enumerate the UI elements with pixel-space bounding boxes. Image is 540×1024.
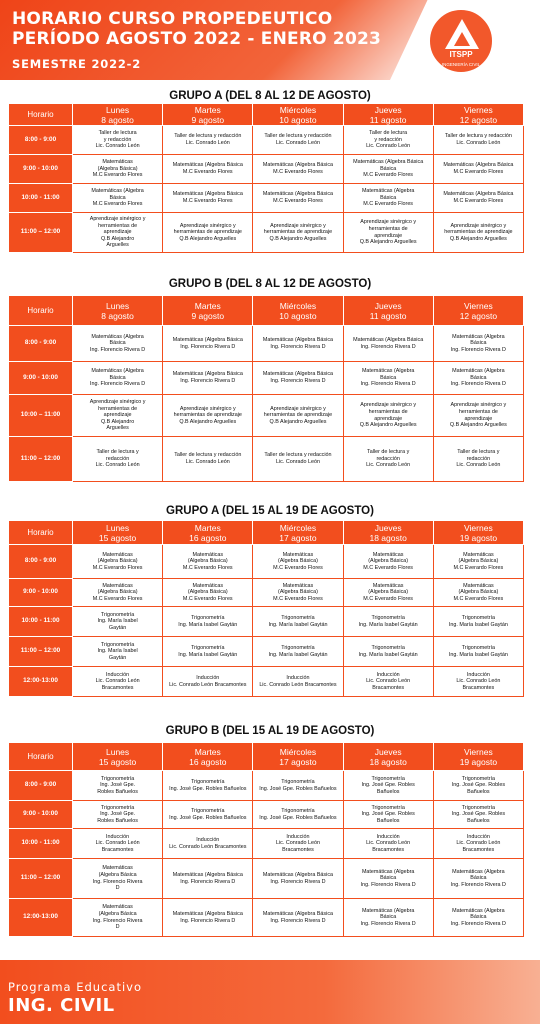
class-cell-text: Matemáticas (Algebra Básica Ing. Florencio Rivera D xyxy=(262,371,334,384)
class-cell-text: Trigonometría Ing. José Gpe. Robles Bañuelos xyxy=(97,775,138,795)
class-cell xyxy=(343,859,433,899)
class-cell xyxy=(253,126,343,155)
class-cell xyxy=(253,859,343,899)
class-cell-text: Matemáticas (Algebra Básica Ing. Florencio Rivera D xyxy=(172,336,243,350)
table-row xyxy=(9,899,524,937)
class-cell xyxy=(73,829,163,859)
class-cell xyxy=(163,437,253,482)
class-cell xyxy=(343,579,433,607)
class-cell xyxy=(253,362,343,395)
class-cell xyxy=(73,437,163,482)
time-slot-label: 9:00 - 10:00 xyxy=(9,362,73,395)
day-header: Lunes 8 agosto xyxy=(73,104,163,126)
class-cell xyxy=(343,637,433,667)
day-header: Jueves 18 agosto xyxy=(343,743,433,771)
class-cell-text: Trigonometría Ing. José Gpe. Robles Bañuelos xyxy=(97,804,138,824)
schedule-table xyxy=(8,742,524,937)
class-cell-text: Matemáticas (Algebra Básica Ing. Florencio Rivera D xyxy=(360,868,416,888)
class-cell xyxy=(343,771,433,801)
class-cell xyxy=(253,607,343,637)
schedule-table xyxy=(8,103,524,253)
schedule-table xyxy=(8,295,524,482)
class-cell-text: Matemáticas (Algebra Básica Ing. Florencio Rivera D xyxy=(92,904,143,931)
class-cell-text: Taller de lectura y redacción Lic. Conrado León xyxy=(95,130,140,150)
class-cell-text: Matemáticas (Algebra Básica Ing. Florencio Rivera D xyxy=(360,368,416,388)
class-cell xyxy=(73,213,163,253)
day-header: Miércoles 10 agosto xyxy=(253,296,343,326)
day-header: Miércoles 10 agosto xyxy=(253,104,343,126)
day-header: Miércoles 17 agosto xyxy=(253,743,343,771)
class-cell xyxy=(163,184,253,213)
class-cell-text: Matemáticas (Algebra Básica) M.C Everardo Flores xyxy=(92,551,143,571)
time-slot-label: 10:00 - 11:00 xyxy=(9,184,73,213)
table-row xyxy=(9,155,524,184)
class-cell-text: Matemáticas (Algebra Básica M.C Everardo Flores xyxy=(262,191,334,204)
header-corner-label: Horario xyxy=(9,743,73,771)
class-cell xyxy=(253,326,343,362)
class-cell xyxy=(163,637,253,667)
table-row xyxy=(9,395,524,437)
class-cell xyxy=(433,126,523,155)
class-cell-text: Matemáticas (Algebra Básica Ing. Florencio Rivera D xyxy=(353,336,424,350)
class-cell-text: Matemáticas (Algebra Básica) M.C Everardo Flores xyxy=(92,159,143,179)
class-cell-text: Matemáticas (Algebra Básica M.C Everardo Flores xyxy=(172,191,243,204)
class-cell-text: Taller de lectura y redacción Lic. Conrado León xyxy=(95,449,140,469)
footer-banner xyxy=(0,960,540,1024)
class-cell xyxy=(343,829,433,859)
class-cell xyxy=(253,155,343,184)
header-banner xyxy=(0,0,540,80)
class-cell-text: Matemáticas (Algebra Básica) M.C Everardo Flores xyxy=(273,582,323,602)
time-slot-label: 11:00 – 12:00 xyxy=(9,859,73,899)
day-header: Jueves 18 agosto xyxy=(343,521,433,545)
class-cell xyxy=(163,395,253,437)
class-cell-text: Trigonometría Ing. José Gpe. Robles Bañuelos xyxy=(169,778,247,792)
class-cell-text: Taller de lectura y redacción Lic. Conrado León xyxy=(264,133,332,146)
class-cell-text: Matemáticas (Algebra Básica Ing. Florencio Rivera D xyxy=(172,910,243,924)
class-cell-text: Matemáticas (Algebra Básica) M.C Everardo Flores xyxy=(182,582,233,602)
day-header: Martes 9 agosto xyxy=(163,104,253,126)
class-cell-text: Matemáticas (Algebra Básica) M.C Everardo Flores xyxy=(453,551,504,571)
class-cell xyxy=(343,326,433,362)
class-cell-text: Matemáticas (Algebra Básica M.C Everardo Flores xyxy=(172,162,243,175)
class-cell xyxy=(163,829,253,859)
class-cell xyxy=(343,362,433,395)
class-cell-text: Trigonometría Ing. María Isabel Gaytán xyxy=(178,644,238,658)
class-cell xyxy=(343,395,433,437)
schedule-table xyxy=(8,520,524,697)
class-cell xyxy=(73,667,163,697)
class-cell-text: Matemáticas (Algebra Básica Ing. Florencio Rivera D xyxy=(262,871,334,885)
class-cell xyxy=(433,771,523,801)
class-cell-text: Taller de lectura y redacción Lic. Conrado León xyxy=(174,452,242,465)
class-cell-text: Matemáticas (Algebra Básica M.C Everardo Flores xyxy=(443,191,514,204)
class-cell xyxy=(253,667,343,697)
class-cell xyxy=(73,362,163,395)
schedule-header-row xyxy=(9,743,524,771)
class-cell xyxy=(433,899,523,937)
class-cell-text: Trigonometría Ing. José Gpe. Robles Bañuelos xyxy=(451,775,506,795)
class-cell-text: Taller de lectura y redacción Lic. Conrado León xyxy=(366,130,411,150)
class-cell xyxy=(343,607,433,637)
class-cell xyxy=(163,579,253,607)
class-cell xyxy=(253,437,343,482)
class-cell xyxy=(253,899,343,937)
time-slot-label: 10:00 - 11:00 xyxy=(9,829,73,859)
class-cell xyxy=(253,545,343,579)
time-slot-label: 9:00 - 10:00 xyxy=(9,579,73,607)
time-slot-label: 12:00-13:00 xyxy=(9,667,73,697)
class-cell-text: Matemáticas (Algebra Básica Ing. Florencio Rivera D xyxy=(92,865,143,892)
class-cell-text: Aprendizaje sinérgico y herramientas de aprendizaje Q.B Alejandro Arguelles xyxy=(89,399,146,432)
class-cell xyxy=(73,126,163,155)
table-row xyxy=(9,437,524,482)
class-cell xyxy=(73,899,163,937)
class-cell-text: Matemáticas (Algebra Básica Ing. Florencio Rivera D xyxy=(450,368,506,388)
class-cell xyxy=(163,362,253,395)
class-cell xyxy=(73,395,163,437)
group-title: GRUPO B (DEL 15 AL 19 DE AGOSTO) xyxy=(165,725,375,737)
table-row xyxy=(9,213,524,253)
class-cell xyxy=(343,437,433,482)
class-cell xyxy=(343,184,433,213)
time-slot-label: 9:00 - 10:00 xyxy=(9,155,73,184)
time-slot-label: 11:00 – 12:00 xyxy=(9,637,73,667)
class-cell-text: Matemáticas (Algebra Básica Ing. Florencio Rivera D xyxy=(450,333,506,353)
page-title: HORARIO CURSO PROPEDEUTICO xyxy=(12,9,333,29)
class-cell-text: Trigonometría Ing. José Gpe. Robles Bañuelos xyxy=(259,778,337,792)
class-cell-text: Matemáticas (Algebra Básica M.C Everardo Flores xyxy=(443,162,514,175)
header-corner-label: Horario xyxy=(9,296,73,326)
class-cell-text: Matemáticas (Algebra Básica) M.C Everardo Flores xyxy=(182,551,233,571)
time-slot-label: 10:00 - 11:00 xyxy=(9,607,73,637)
time-slot-label: 11:00 – 12:00 xyxy=(9,213,73,253)
time-slot-label: 8:00 - 9:00 xyxy=(9,771,73,801)
class-cell-text: Trigonometría Ing. José Gpe. Robles Bañuelos xyxy=(361,804,415,824)
class-cell-text: Taller de lectura y redacción Lic. Conrado León xyxy=(264,452,332,465)
logo-caption: INGENIERÍA CIVIL xyxy=(441,62,481,67)
class-cell-text: Aprendizaje sinérgico y herramientas de aprendizaje Q.B Alejandro Arguelles xyxy=(263,222,333,242)
class-cell-text: Trigonometría Ing. José Gpe. Robles Bañuelos xyxy=(259,807,337,821)
class-cell xyxy=(73,579,163,607)
class-cell xyxy=(433,801,523,829)
class-cell-text: Matemáticas (Algebra Básica) M.C Everardo Flores xyxy=(273,551,323,571)
footer-program-name: ING. CIVIL xyxy=(8,995,115,1016)
class-cell xyxy=(343,667,433,697)
footer-program-label: Programa Educativo xyxy=(8,980,142,994)
class-cell xyxy=(343,545,433,579)
day-header: Martes 9 agosto xyxy=(163,296,253,326)
class-cell xyxy=(433,362,523,395)
group-title: GRUPO A (DEL 8 AL 12 DE AGOSTO) xyxy=(169,90,371,102)
time-slot-label: 11:00 – 12:00 xyxy=(9,437,73,482)
class-cell xyxy=(343,155,433,184)
class-cell-text: Matemáticas (Algebra Básica) M.C Everardo Flores xyxy=(363,582,414,602)
day-header: Jueves 11 agosto xyxy=(343,104,433,126)
class-cell xyxy=(163,155,253,184)
day-header: Martes 16 agosto xyxy=(163,743,253,771)
class-cell xyxy=(433,545,523,579)
class-cell-text: Matemáticas (Algebra Básica Ing. Florencio Rivera D xyxy=(172,871,243,885)
class-cell-text: Matemáticas (Algebra Básica Ing. Florencio Rivera D xyxy=(90,333,146,353)
class-cell-text: Aprendizaje sinérgico y herramientas de aprendizaje Q.B Alejandro Arguelles xyxy=(263,405,333,425)
class-cell-text: Trigonometría Ing. María Isabel Gaytán xyxy=(178,614,238,628)
class-cell-text: Aprendizaje sinérgico y herramientas de aprendizaje Q.B Alejandro Arguelles xyxy=(89,216,146,249)
time-slot-label: 9:00 - 10:00 xyxy=(9,801,73,829)
time-slot-label: 12:00-13:00 xyxy=(9,899,73,937)
day-header: Lunes 15 agosto xyxy=(73,521,163,545)
class-cell xyxy=(253,213,343,253)
group-title: GRUPO A (DEL 15 AL 19 DE AGOSTO) xyxy=(166,505,374,517)
class-cell xyxy=(433,859,523,899)
class-cell-text: Trigonometría Ing. José Gpe. Robles Bañuelos xyxy=(169,807,247,821)
day-header: Lunes 15 agosto xyxy=(73,743,163,771)
class-cell xyxy=(433,395,523,437)
day-header: Viernes 19 agosto xyxy=(433,521,523,545)
class-cell xyxy=(73,155,163,184)
class-cell xyxy=(73,801,163,829)
class-cell-text: Trigonometría Ing. María Isabel Gaytán xyxy=(448,644,508,658)
class-cell-text: Inducción Lic. Conrado León Bracamontes xyxy=(456,833,501,853)
class-cell xyxy=(73,771,163,801)
table-row xyxy=(9,801,524,829)
class-cell-text: Matemáticas (Algebra Básica Ing. Florencio Rivera D xyxy=(262,336,334,350)
class-cell xyxy=(253,184,343,213)
day-header: Jueves 11 agosto xyxy=(343,296,433,326)
semester-label: SEMESTRE 2022-2 xyxy=(12,57,142,71)
class-cell-text: Trigonometría Ing. María Isabel Gaytán xyxy=(448,614,508,628)
table-row xyxy=(9,667,524,697)
table-row xyxy=(9,579,524,607)
class-cell xyxy=(433,667,523,697)
class-cell xyxy=(253,829,343,859)
class-cell-text: Trigonometría Ing. María Isabel Gaytán xyxy=(358,614,418,628)
class-cell-text: Matemáticas (Algebra Básica M.C Everardo Flores xyxy=(361,188,415,208)
table-row xyxy=(9,829,524,859)
day-header: Lunes 8 agosto xyxy=(73,296,163,326)
class-cell-text: Matemáticas (Algebra Básica Básica M.C Everardo Flores xyxy=(353,159,424,179)
class-cell xyxy=(433,579,523,607)
class-cell xyxy=(253,801,343,829)
class-cell-text: Aprendizaje sinérgico y herramientas de aprendizaje Q.B Alejandro Arguelles xyxy=(173,405,242,425)
class-cell xyxy=(433,184,523,213)
class-cell xyxy=(343,801,433,829)
class-cell-text: Taller de lectura y redacción Lic. Conrado León xyxy=(174,133,242,146)
class-cell-text: Taller de lectura y redacción Lic. Conrado León xyxy=(456,449,501,469)
class-cell-text: Matemáticas (Algebra Básica) M.C Everardo Flores xyxy=(363,551,414,571)
class-cell-text: Matemáticas (Algebra Básica Ing. Florencio Rivera D xyxy=(450,907,506,927)
class-cell-text: Aprendizaje sinérgico y herramientas de aprendizaje Q.B Alejandro Arguelles xyxy=(359,219,417,246)
class-cell xyxy=(163,859,253,899)
class-cell-text: Matemáticas (Algebra Básica Ing. Florencio Rivera D xyxy=(360,907,416,927)
class-cell-text: Trigonometría Ing. José Gpe. Robles Bañuelos xyxy=(451,804,506,824)
time-slot-label: 8:00 - 9:00 xyxy=(9,545,73,579)
logo-inner-triangle-icon xyxy=(454,32,470,46)
class-cell-text: Aprendizaje sinérgico y herramientas de aprendizaje Q.B Alejandro Arguelles xyxy=(449,402,507,429)
class-cell-text: Matemáticas (Algebra Básica) M.C Everardo Flores xyxy=(92,582,143,602)
table-row xyxy=(9,545,524,579)
class-cell xyxy=(73,637,163,667)
class-cell xyxy=(433,213,523,253)
class-cell xyxy=(163,801,253,829)
class-cell-text: Matemáticas (Algebra Básica Ing. Florencio Rivera D xyxy=(450,868,506,888)
day-header: Miércoles 17 agosto xyxy=(253,521,343,545)
class-cell-text: Matemáticas (Algebra Básica M.C Everardo Flores xyxy=(91,188,144,208)
table-row xyxy=(9,859,524,899)
class-cell xyxy=(433,437,523,482)
class-cell xyxy=(163,667,253,697)
header-corner-label: Horario xyxy=(9,521,73,545)
group-title: GRUPO B (DEL 8 AL 12 DE AGOSTO) xyxy=(168,278,372,290)
class-cell-text: Trigonometría Ing. María Isabel Gaytán xyxy=(268,644,328,658)
class-cell-text: Trigonometría Ing. María Isabel Gaytán xyxy=(97,611,138,631)
class-cell-text: Trigonometría Ing. María Isabel Gaytán xyxy=(97,641,138,661)
class-cell-text: Aprendizaje sinérgico y herramientas de aprendizaje Q.B Alejandro Arguelles xyxy=(173,222,242,242)
class-cell xyxy=(163,545,253,579)
class-cell-text: Taller de lectura y redacción Lic. Conrado León xyxy=(444,133,512,146)
class-cell-text: Matemáticas (Algebra Básica Ing. Florencio Rivera D xyxy=(262,910,334,924)
class-cell xyxy=(433,155,523,184)
class-cell xyxy=(73,184,163,213)
time-slot-label: 8:00 - 9:00 xyxy=(9,326,73,362)
class-cell-text: Inducción Lic. Conrado León Bracamontes xyxy=(95,833,140,853)
table-row xyxy=(9,607,524,637)
class-cell xyxy=(73,545,163,579)
table-row xyxy=(9,362,524,395)
class-cell-text: Matemáticas (Algebra Básica M.C Everardo Flores xyxy=(262,162,334,175)
class-cell xyxy=(163,771,253,801)
class-cell xyxy=(433,637,523,667)
class-cell-text: Taller de lectura y redacción Lic. Conrado León xyxy=(366,449,411,469)
class-cell xyxy=(343,126,433,155)
class-cell xyxy=(73,859,163,899)
schedule-header-row xyxy=(9,521,524,545)
header-corner-label: Horario xyxy=(9,104,73,126)
class-cell-text: Inducción Lic. Conrado León Bracamontes xyxy=(456,671,501,691)
class-cell-text: Inducción Lic. Conrado León Bracamontes xyxy=(95,671,140,691)
class-cell-text: Trigonometría Ing. María Isabel Gaytán xyxy=(268,614,328,628)
class-cell xyxy=(163,899,253,937)
table-row xyxy=(9,184,524,213)
class-cell xyxy=(253,579,343,607)
schedule-header-row xyxy=(9,296,524,326)
table-row xyxy=(9,326,524,362)
class-cell xyxy=(343,213,433,253)
class-cell-text: Inducción Lic. Conrado León Bracamontes xyxy=(169,674,247,688)
time-slot-label: 8:00 - 9:00 xyxy=(9,126,73,155)
class-cell xyxy=(253,771,343,801)
class-cell-text: Inducción Lic. Conrado León Bracamontes xyxy=(366,833,411,853)
day-header: Viernes 19 agosto xyxy=(433,743,523,771)
class-cell-text: Trigonometría Ing. José Gpe. Robles Bañuelos xyxy=(361,775,415,795)
class-cell-text: Trigonometría Ing. María Isabel Gaytán xyxy=(358,644,418,658)
class-cell xyxy=(433,326,523,362)
page-subtitle: PERÍODO AGOSTO 2022 - ENERO 2023 xyxy=(12,29,382,49)
class-cell xyxy=(253,395,343,437)
day-header: Viernes 12 agosto xyxy=(433,104,523,126)
class-cell xyxy=(253,637,343,667)
class-cell xyxy=(343,899,433,937)
class-cell-text: Inducción Lic. Conrado León Bracamontes xyxy=(366,671,411,691)
time-slot-label: 10:00 – 11:00 xyxy=(9,395,73,437)
class-cell xyxy=(73,326,163,362)
class-cell xyxy=(433,829,523,859)
class-cell-text: Inducción Lic. Conrado León Bracamontes xyxy=(259,674,337,688)
class-cell-text: Inducción Lic. Conrado León Bracamontes xyxy=(275,833,320,853)
class-cell xyxy=(433,607,523,637)
day-header: Viernes 12 agosto xyxy=(433,296,523,326)
table-row xyxy=(9,771,524,801)
class-cell-text: Aprendizaje sinérgico y herramientas de aprendizaje Q.B Alejandro Arguelles xyxy=(359,402,417,429)
institution-logo xyxy=(427,7,495,75)
table-row xyxy=(9,637,524,667)
class-cell xyxy=(163,126,253,155)
class-cell-text: Matemáticas (Algebra Básica Ing. Florencio Rivera D xyxy=(172,371,243,384)
class-cell-text: Inducción Lic. Conrado León Bracamontes xyxy=(169,836,247,850)
class-cell xyxy=(163,326,253,362)
logo-abbr: ITSPP xyxy=(449,50,473,59)
schedule-header-row xyxy=(9,104,524,126)
day-header: Martes 16 agosto xyxy=(163,521,253,545)
class-cell-text: Aprendizaje sinérgico y herramientas de aprendizaje Q.B Alejandro Arguelles xyxy=(444,222,513,242)
class-cell-text: Matemáticas (Algebra Básica Ing. Florencio Rivera D xyxy=(90,368,146,388)
class-cell xyxy=(163,213,253,253)
table-row xyxy=(9,126,524,155)
class-cell xyxy=(73,607,163,637)
class-cell xyxy=(163,607,253,637)
class-cell-text: Matemáticas (Algebra Básica) M.C Everardo Flores xyxy=(453,582,504,602)
